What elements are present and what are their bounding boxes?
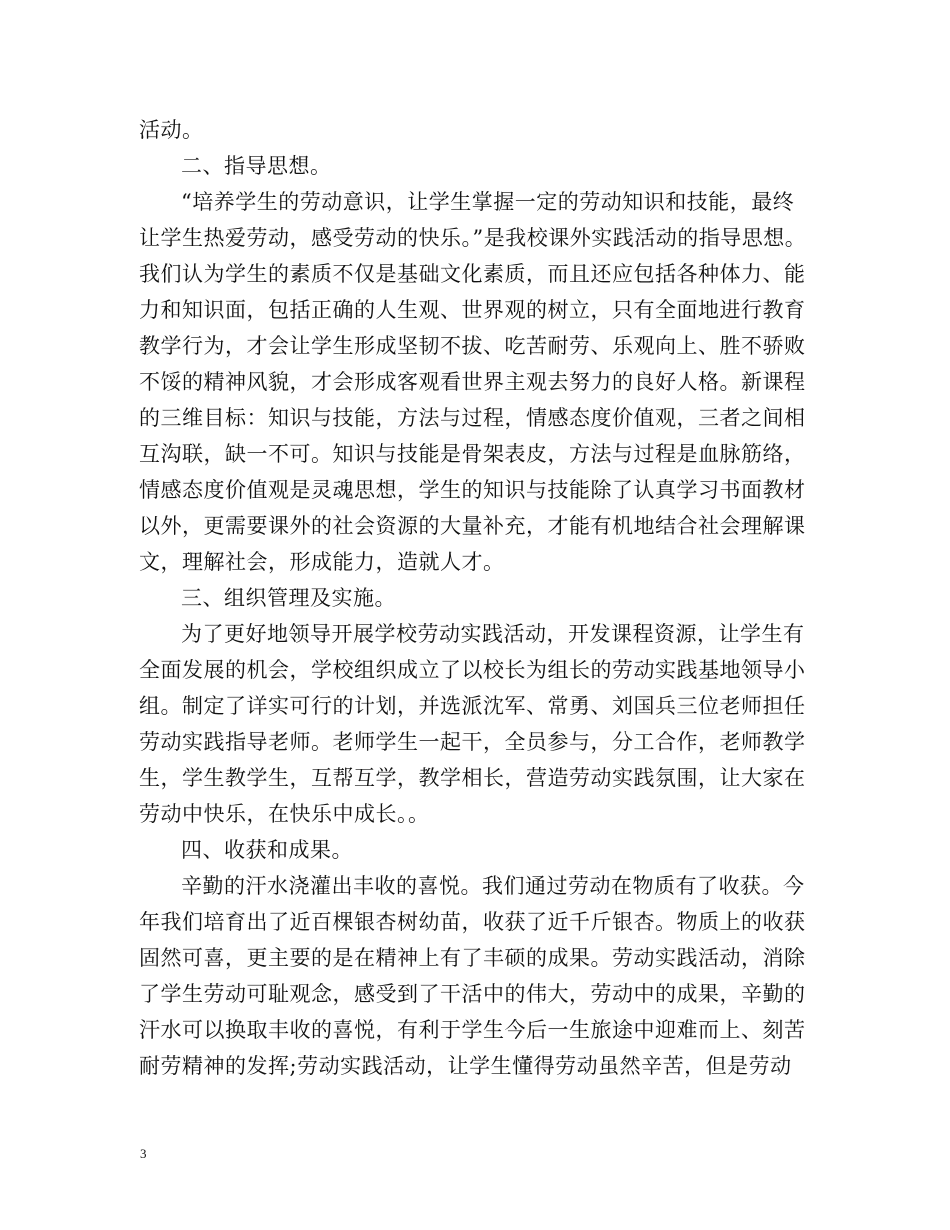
body-text-line: 文，理解社会，形成能力，造就人才。 [139,550,505,574]
paragraph-first-line: “培养学生的劳动意识，让学生掌握一定的劳动知识和技能，最终 [181,190,795,214]
section-heading: 二、指导思想。 [181,154,332,178]
body-text-line: 了学生劳动可耻观念，感受到了干活中的伟大，劳动中的成果，辛勤的 [139,982,806,1006]
body-text-line: 的三维目标：知识与技能，方法与过程，情感态度价值观，三者之间相 [139,406,806,430]
section-heading: 四、收获和成果。 [181,838,353,862]
body-text-line: 耐劳精神的发挥;劳动实践活动，让学生懂得劳动虽然辛苦，但是劳动 [139,1054,792,1078]
body-text-line: 力和知识面，包括正确的人生观、世界观的树立，只有全面地进行教育 [139,298,806,322]
page-number: 3 [140,1146,147,1161]
body-text-line: 全面发展的机会，学校组织成立了以校长为组长的劳动实践基地领导小 [139,658,806,682]
paragraph-first-line: 为了更好地领导开展学校劳动实践活动，开发课程资源，让学生有 [181,622,805,646]
body-text-line: 让学生热爱劳动，感受劳动的快乐。”是我校课外实践活动的指导思想。 [139,226,807,250]
body-text-line: 不馁的精神风貌，才会形成客观看世界主观去努力的良好人格。新课程 [139,370,806,394]
body-text-line: 生，学生教学生，互帮互学，教学相长，营造劳动实践氛围，让大家在 [139,766,806,790]
body-text-line: 互沟联，缺一不可。知识与技能是骨架表皮，方法与过程是血脉筋络， [139,442,806,466]
body-text-line: 我们认为学生的素质不仅是基础文化素质，而且还应包括各种体力、能 [139,262,806,286]
body-text-line: 组。制定了详实可行的计划，并选派沈军、常勇、刘国兵三位老师担任 [139,694,806,718]
body-text-line: 活动。 [139,118,204,142]
body-text-line: 情感态度价值观是灵魂思想，学生的知识与技能除了认真学习书面教材 [139,478,806,502]
body-text-line: 劳动中快乐，在快乐中成长。。 [139,802,430,826]
body-text-line: 年我们培育出了近百棵银杏树幼苗，收获了近千斤银杏。物质上的收获 [139,910,806,934]
body-text-line: 劳动实践指导老师。老师学生一起干，全员参与，分工合作，老师教学 [139,730,806,754]
section-heading: 三、组织管理及实施。 [181,586,396,610]
body-text-line: 以外，更需要课外的社会资源的大量补充，才能有机地结合社会理解课 [139,514,806,538]
body-text-line: 教学行为，才会让学生形成坚韧不拔、吃苦耐劳、乐观向上、胜不骄败 [139,334,806,358]
body-text-line: 固然可喜，更主要的是在精神上有了丰硕的成果。劳动实践活动，消除 [139,946,806,970]
body-text-line: 汗水可以换取丰收的喜悦，有利于学生今后一生旅途中迎难而上、刻苦 [139,1018,806,1042]
paragraph-first-line: 辛勤的汗水浇灌出丰收的喜悦。我们通过劳动在物质有了收获。今 [181,874,805,898]
